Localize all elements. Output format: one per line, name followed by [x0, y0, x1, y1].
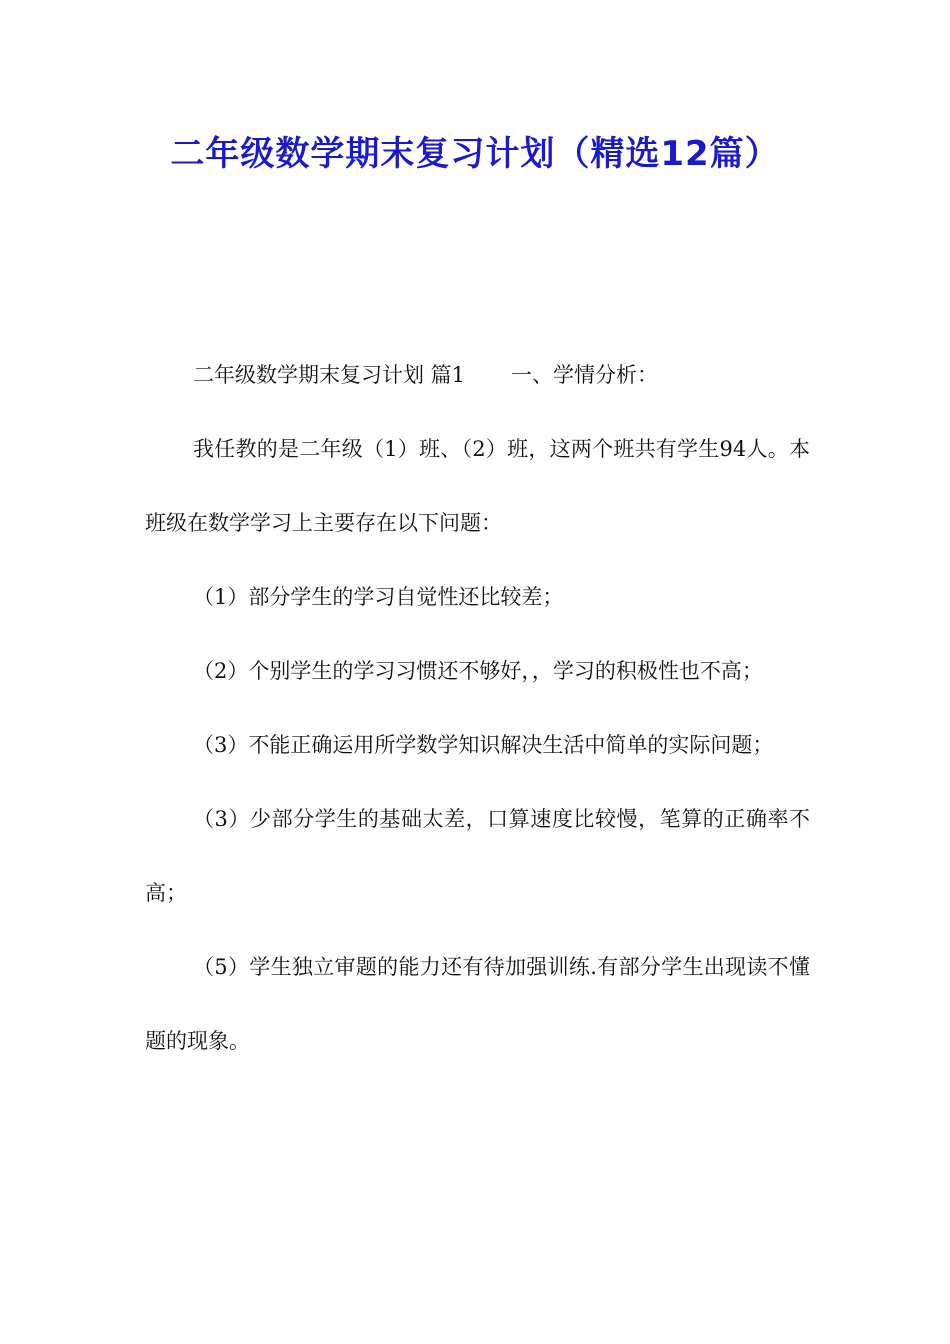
document-title: 二年级数学期末复习计划（精选12篇） [170, 134, 780, 174]
list-item-3: （3）不能正确运用所学数学知识解决生活中简单的实际问题； [193, 733, 774, 757]
subsection-heading: 一、学情分析： [511, 363, 659, 387]
section-heading: 二年级数学期末复习计划 篇1 [193, 363, 466, 387]
list-item-2: （2）个别学生的学习习惯还不够好，，学习的积极性也不高； [193, 659, 763, 683]
list-item-5: （5）学生独立审题的能力还有待加强训练.有部分学生出现读不懂题的现象。 [145, 955, 810, 1053]
list-item-1: （1）部分学生的学习自觉性还比较差； [193, 585, 564, 609]
paragraph-class-intro: 我任教的是二年级（1）班、（2）班，这两个班共有学生94人。本班级在数学学习上主要存在以下问题： [145, 437, 810, 535]
document-body [145, 338, 810, 1078]
list-item-4: （3）少部分学生的基础太差，口算速度比较慢，笔算的正确率不高； [145, 807, 810, 905]
section-heading-line [145, 338, 810, 412]
